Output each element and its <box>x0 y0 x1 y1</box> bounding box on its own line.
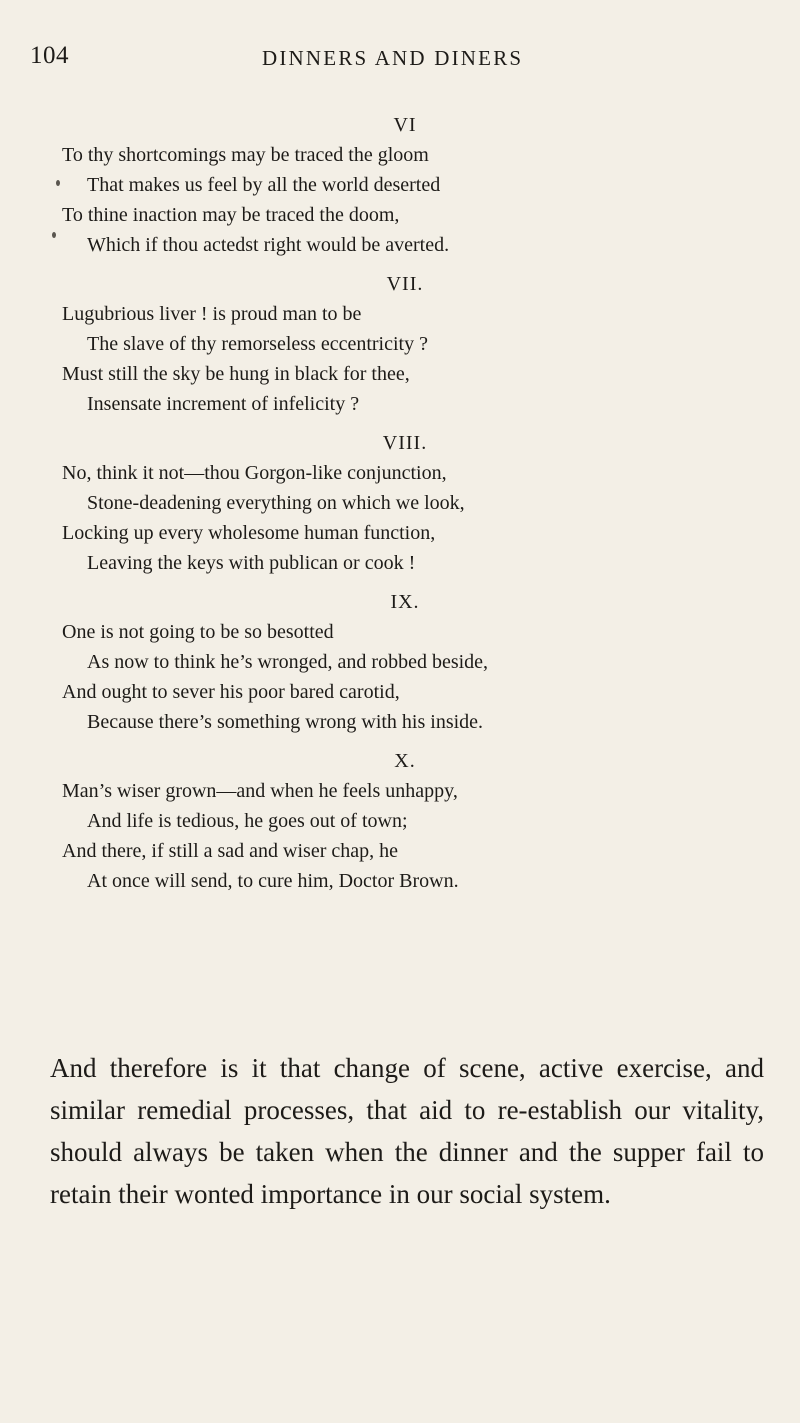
verse-line: Stone-deadening everything on which we look, <box>87 492 465 514</box>
verse-line: One is not going to be so besotted <box>62 621 334 643</box>
verse-line: To thine inaction may be traced the doom, <box>62 204 400 226</box>
print-speck <box>56 180 60 186</box>
verse-line: Which if thou actedst right would be averted. <box>87 234 450 256</box>
verse-line: To thy shortcomings may be traced the gloom <box>62 144 429 166</box>
running-title: DINNERS AND DINERS <box>262 46 524 70</box>
page-header <box>0 42 800 82</box>
verse-line: Must still the sky be hung in black for thee, <box>62 363 410 385</box>
verse-line: And there, if still a sad and wiser chap, he <box>62 840 399 862</box>
verse-line: And ought to sever his poor bared carotid, <box>62 681 400 703</box>
page-number: 104 <box>30 42 69 69</box>
verse-line: That makes us feel by all the world deserted <box>87 174 441 196</box>
verse-line: No, think it not—thou Gorgon-like conjunction, <box>62 462 447 484</box>
prose-paragraph: And therefore is it that change of scene, active exercise, and similar remedial processes, that aid to re-establish our vitality, should always be taken when the dinner and the supper fail to retain their wonted importance in our social system. <box>50 1053 764 1209</box>
verse-line: At once will send, to cure him, Doctor Brown. <box>87 870 459 892</box>
stanza-x <box>0 746 800 896</box>
verse-line: Because there’s something wrong with his inside. <box>87 711 484 733</box>
verse-line: Locking up every wholesome human function, <box>62 522 436 544</box>
verse-line: As now to think he’s wronged, and robbed beside, <box>87 651 489 673</box>
verse-line: Leaving the keys with publican or cook ! <box>87 552 416 574</box>
stanza-ix <box>0 587 800 737</box>
stanza-number: X. <box>394 750 416 772</box>
verse-line: The slave of thy remorseless eccentricity ? <box>87 333 428 355</box>
poem <box>0 110 800 896</box>
stanza-number: VII. <box>386 273 424 295</box>
stanza-number: IX. <box>390 591 420 613</box>
verse-line: Man’s wiser grown—and when he feels unhappy, <box>62 780 458 802</box>
verse-line: Lugubrious liver ! is proud man to be <box>62 303 362 325</box>
verse-line: And life is tedious, he goes out of town; <box>87 810 408 832</box>
print-speck <box>52 232 56 238</box>
stanza-vii <box>0 269 800 419</box>
stanza-vi <box>0 110 800 260</box>
stanza-number: VI <box>393 114 417 136</box>
stanza-viii <box>0 428 800 578</box>
verse-line: Insensate increment of infelicity ? <box>87 393 360 415</box>
stanza-number: VIII. <box>382 432 428 454</box>
